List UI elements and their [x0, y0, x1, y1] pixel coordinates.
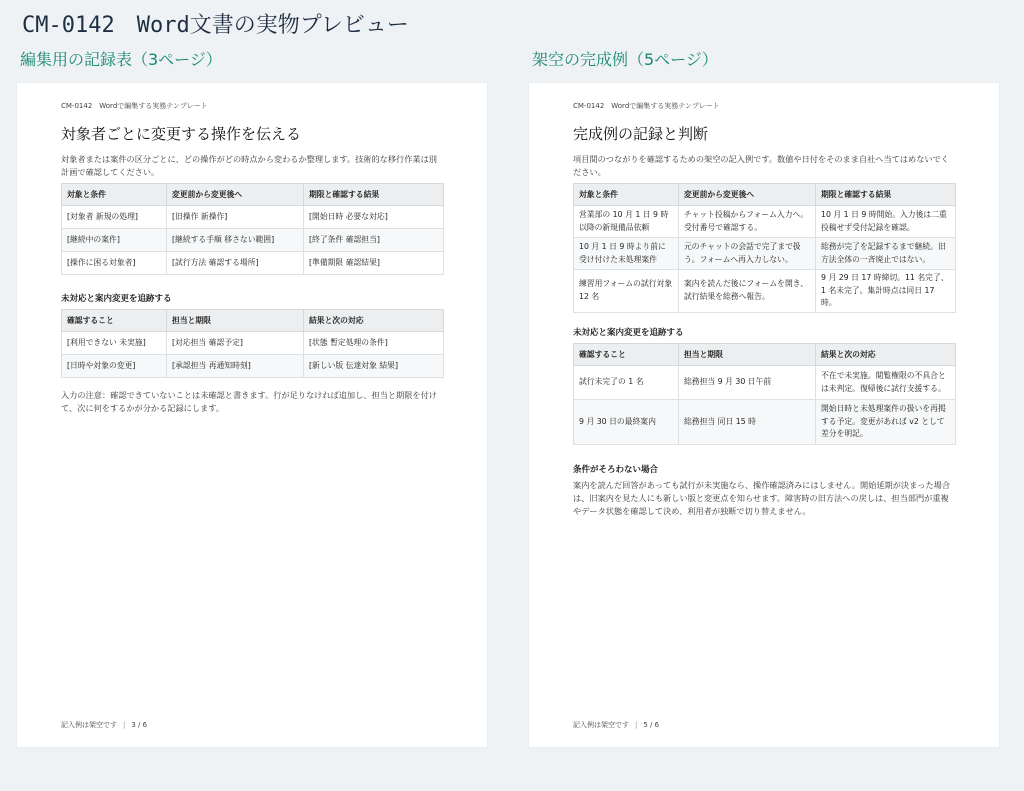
- table-row: [62, 206, 444, 229]
- table-cell[interactable]: [承認担当 再通知時刻]: [167, 355, 304, 378]
- column-header: 変更前から変更後へ: [679, 184, 816, 206]
- table-cell[interactable]: [新しい版 伝達対象 結果]: [304, 355, 444, 378]
- document-header: CM-0142 Wordで編集する実務テンプレート: [61, 102, 208, 110]
- table-row: [574, 270, 956, 313]
- column-header: 確認すること: [62, 310, 167, 332]
- table-cell[interactable]: 9 月 29 日 17 時締切。11 名完了、1 名未完了。集計時点は同日 17 時。: [816, 270, 956, 313]
- table-row: [574, 238, 956, 270]
- table-cell[interactable]: 総務担当 同日 15 時: [679, 400, 816, 445]
- table-cell[interactable]: 10 月 1 日 9 時より前に受け付けた未処理案件: [574, 238, 679, 270]
- document-lead: 対象者または案件の区分ごとに、どの操作がどの時点から変わるか整理します。技術的な移行作業は別計画で確認してください。: [61, 154, 437, 177]
- table-header-row: [574, 344, 956, 366]
- column-header: 担当と期限: [167, 310, 304, 332]
- section-text: 案内を読んだ回答があっても試行が未実施なら、操作確認済みにはしません。開始延期が決まった場合は、旧案内を見た人にも新しい版と変更点を知らせます。障害時の旧方法への戻しは、担当部門が重複やデータ状態を確認して決め、利用者が独断で切り替えません。: [573, 480, 951, 516]
- column-header: 結果と次の対応: [304, 310, 444, 332]
- record-table-examples: [573, 183, 956, 313]
- table-header-row: [62, 310, 444, 332]
- table-row: [574, 366, 956, 400]
- table-header-row: [62, 184, 444, 206]
- footer-separator: |: [123, 721, 126, 729]
- table-cell[interactable]: [継続中の案件]: [62, 229, 167, 252]
- page-preview-right[interactable]: [529, 83, 999, 747]
- table-cell[interactable]: [終了条件 確認担当]: [304, 229, 444, 252]
- footer-text: 記入例は架空です: [573, 721, 629, 729]
- table-cell[interactable]: 開始日時と未処理案件の扱いを再掲する予定。変更があれば v2 として差分を明記。: [816, 400, 956, 445]
- page-number: 3 / 6: [131, 721, 148, 729]
- document-title: 完成例の記録と判断: [573, 125, 709, 143]
- table-cell[interactable]: 試行未完了の 1 名: [574, 366, 679, 400]
- app-title: CM-0142 Word文書の実物プレビュー: [22, 13, 409, 38]
- table-cell[interactable]: 営業部の 10 月 1 日 9 時以降の新規備品依頼: [574, 206, 679, 238]
- table-header-row: [574, 184, 956, 206]
- table-row: [62, 252, 444, 275]
- table-row: [574, 400, 956, 445]
- page-footer: [573, 720, 659, 730]
- table-cell[interactable]: 9 月 30 日の最終案内: [574, 400, 679, 445]
- section-title: 未対応と案内変更を追跡する: [61, 294, 172, 304]
- document-title: 対象者ごとに変更する操作を伝える: [61, 125, 302, 143]
- section-title: 未対応と案内変更を追跡する: [573, 328, 684, 338]
- table-cell[interactable]: 練習用フォームの試行対象 12 名: [574, 270, 679, 313]
- column-header: 対象と条件: [62, 184, 167, 206]
- table-cell[interactable]: [利用できない 未実施]: [62, 332, 167, 355]
- table-row: [62, 229, 444, 252]
- table-cell[interactable]: 総務が完了を記録するまで継続。旧方法全体の一斉廃止ではない。: [816, 238, 956, 270]
- column-header: 変更前から変更後へ: [167, 184, 304, 206]
- table-cell[interactable]: [試行方法 確認する場所]: [167, 252, 304, 275]
- footer-text: 記入例は架空です: [61, 721, 117, 729]
- table-cell[interactable]: 元のチャットの会話で完了まで扱う。フォームへ再入力しない。: [679, 238, 816, 270]
- table-row: [574, 206, 956, 238]
- column-header: 担当と期限: [679, 344, 816, 366]
- record-table-targets: [61, 183, 444, 275]
- column-header: 期限と確認する結果: [816, 184, 956, 206]
- table-cell[interactable]: [開始日時 必要な対応]: [304, 206, 444, 229]
- record-table-tracking: [573, 343, 956, 445]
- column-header: 結果と次の対応: [816, 344, 956, 366]
- table-cell[interactable]: [準備期限 確認結果]: [304, 252, 444, 275]
- page-number: 5 / 6: [643, 721, 660, 729]
- right-pane-label: 架空の完成例（5ページ）: [532, 50, 718, 69]
- table-cell[interactable]: 10 月 1 日 9 時開始。入力後は二重投稿せず受付記録を確認。: [816, 206, 956, 238]
- table-cell[interactable]: [対象者 新規の処理]: [62, 206, 167, 229]
- page-footer: [61, 720, 147, 730]
- table-cell[interactable]: [操作に困る対象者]: [62, 252, 167, 275]
- table-cell[interactable]: 総務担当 9 月 30 日午前: [679, 366, 816, 400]
- column-header: 対象と条件: [574, 184, 679, 206]
- table-cell[interactable]: 案内を読んだ後にフォームを開き、試行結果を総務へ報告。: [679, 270, 816, 313]
- table-row: [62, 332, 444, 355]
- column-header: 期限と確認する結果: [304, 184, 444, 206]
- document-lead: 項目間のつながりを確認するための架空の記入例です。数値や日付をそのまま自社へ当てはめないでください。: [573, 154, 949, 177]
- table-cell[interactable]: [対応担当 確認予定]: [167, 332, 304, 355]
- section-title: 条件がそろわない場合: [573, 465, 659, 475]
- table-cell[interactable]: [継続する手順 移さない範囲]: [167, 229, 304, 252]
- table-cell[interactable]: [日時や対象の変更]: [62, 355, 167, 378]
- record-table-tracking: [61, 309, 444, 378]
- table-row: [62, 355, 444, 378]
- table-cell[interactable]: [旧操作 新操作]: [167, 206, 304, 229]
- document-header: CM-0142 Wordで編集する実務テンプレート: [573, 102, 720, 110]
- column-header: 確認すること: [574, 344, 679, 366]
- table-cell[interactable]: チャット投稿からフォーム入力へ。受付番号で確認する。: [679, 206, 816, 238]
- page-preview-left[interactable]: [17, 83, 487, 747]
- left-pane-label: 編集用の記録表（3ページ）: [20, 50, 222, 69]
- input-note: 入力の注意：確認できていないことは未確認と書きます。行が足りなければ追加し、担当と期限を付けて、次に何をするかが分かる記録にします。: [61, 390, 437, 413]
- table-cell[interactable]: 不在で未実施。閲覧権限の不具合とは未判定。復帰後に試行支援する。: [816, 366, 956, 400]
- table-cell[interactable]: [状態 暫定処理の条件]: [304, 332, 444, 355]
- footer-separator: |: [635, 721, 638, 729]
